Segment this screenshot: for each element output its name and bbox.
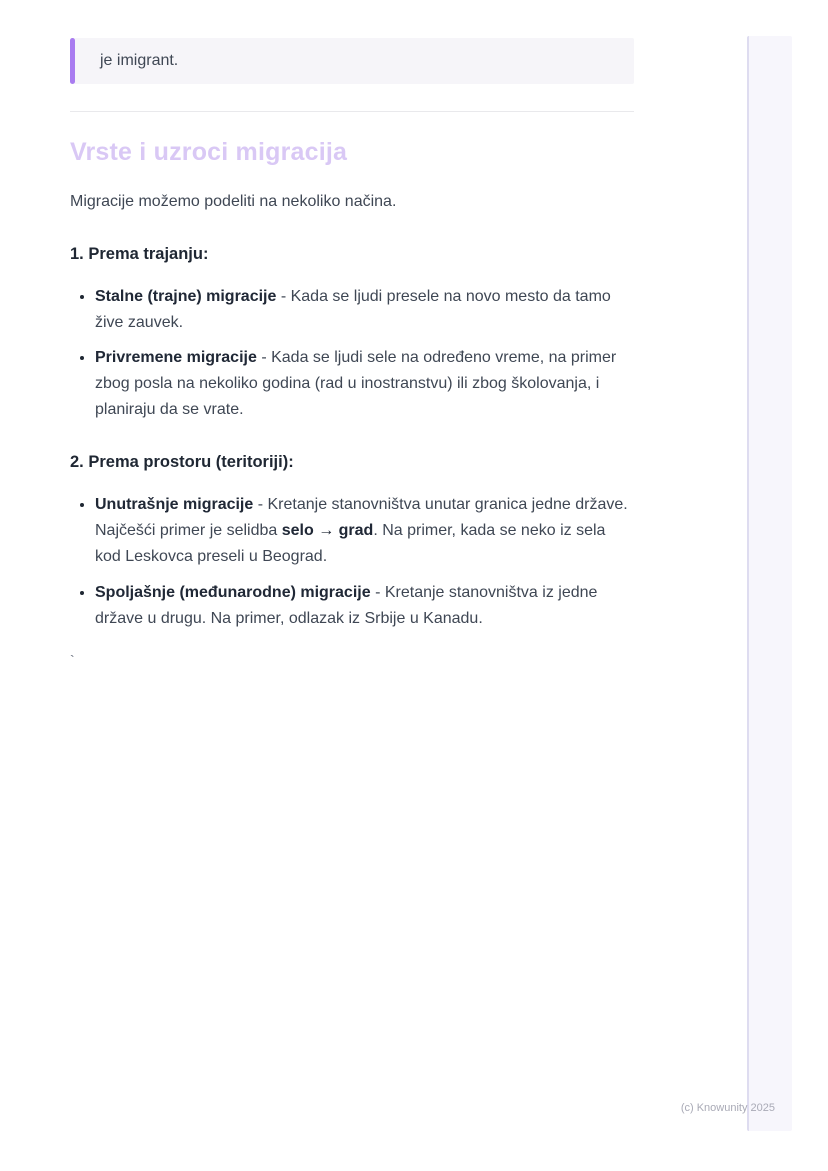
list-territory (70, 492, 634, 632)
description-text: - Kretanje stanovništva unutar granica jedne države. Najčešći primer je selidba (95, 496, 628, 540)
list-item (95, 345, 634, 423)
stray-backtick-text: ` (70, 651, 75, 668)
emphasis-text: selo → grad (281, 522, 374, 540)
term-text: Spoljašnje (međunarodne) migracije (95, 583, 371, 601)
term-text: Privremene migracije (95, 349, 257, 367)
section-divider (70, 111, 634, 112)
description-text: - Kada se ljudi presele na novo mesto da tamo žive zauvek. (95, 287, 611, 331)
description-text: . Na primer, kada se neko iz sela kod Leskovca preseli u Beograd. (95, 522, 606, 565)
footer-copyright: (c) Knowunity 2025 (680, 1102, 775, 1114)
callout-text: je imigrant. (100, 52, 179, 69)
term-text: Unutrašnje migracije (95, 496, 254, 514)
description-text: - Kretanje stanovništva iz jedne države u drugu. Na primer, odlazak iz Srbije u Kanadu. (95, 583, 598, 627)
list-item (95, 284, 634, 336)
intro-paragraph: Migracije možemo podeliti na nekoliko načina. (70, 193, 397, 210)
document-page (70, 0, 634, 668)
section-title-duration: 1. Prema trajanju: (70, 244, 209, 263)
callout-note (70, 38, 634, 84)
description-text: - Kada se ljudi sele na određeno vreme, na primer zbog posla na nekoliko godina (rad u inostranstvu) ili zbog školovanja, i planiraju da se vrate. (95, 349, 617, 419)
next-page-edge (747, 36, 792, 1131)
list-item (95, 492, 634, 570)
section-title-territory: 2. Prema prostoru (teritoriji): (70, 453, 294, 472)
list-duration (70, 284, 634, 424)
callout-accent-bar (70, 38, 75, 84)
term-text: Stalne (trajne) migracije (95, 287, 277, 305)
list-item (95, 580, 634, 632)
page-title: Vrste i uzroci migracija (70, 138, 348, 166)
